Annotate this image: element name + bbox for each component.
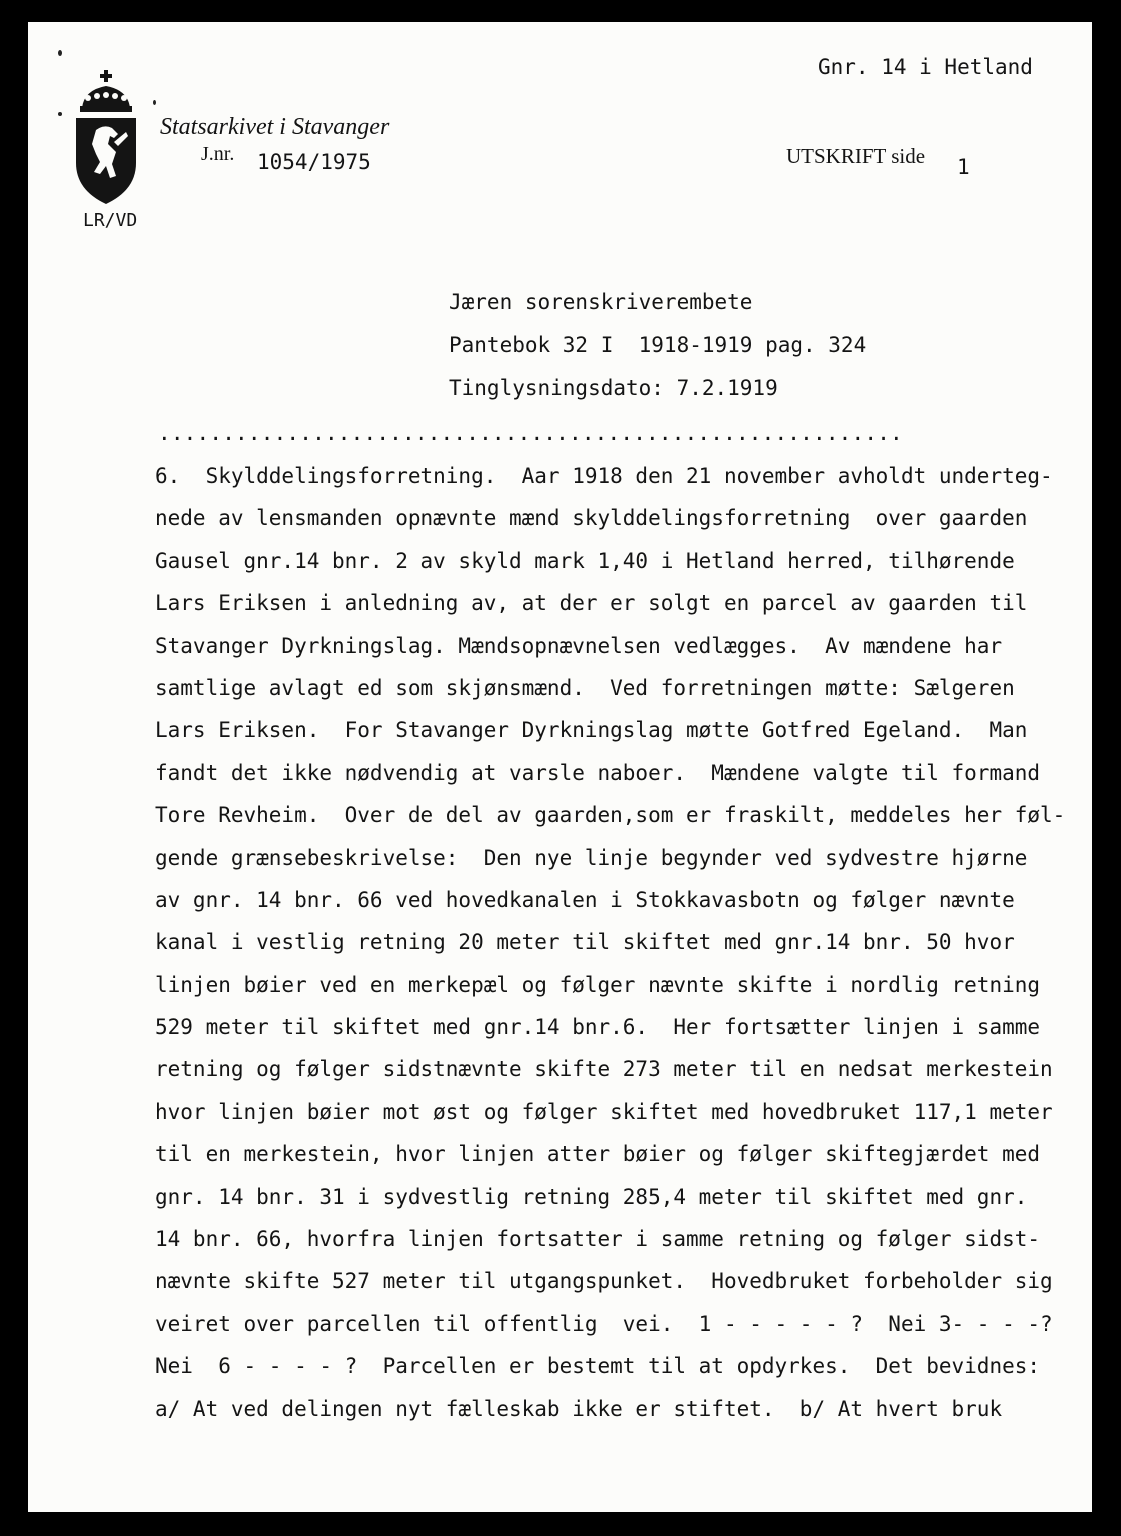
journal-number-value: 1054/1975 <box>257 150 371 174</box>
transcript-body <box>155 455 1075 1430</box>
body-line: 6. Skylddelingsforretning. Aar 1918 den 21 november avholdt underteg- <box>155 464 1053 488</box>
initials: LR/VD <box>83 210 138 231</box>
page-number: 1 <box>957 155 970 179</box>
body-line: Lars Eriksen. For Stavanger Dyrkningslag møtte Gotfred Egeland. Man <box>155 718 1028 743</box>
archive-name: Statsarkivet i Stavanger <box>160 114 390 140</box>
registration-date: Tinglysningsdato: 7.2.1919 <box>449 376 778 400</box>
body-line: Tore Revheim. Over de del av gaarden,som er fraskilt, meddeles her føl- <box>155 803 1066 828</box>
ink-speck <box>58 50 62 56</box>
body-line: retning og følger sidstnævnte skifte 273 meter til en nedsat merkestein <box>155 1057 1053 1082</box>
body-line: nede av lensmanden opnævnte mænd skylddelingsforretning over gaarden <box>155 506 1028 531</box>
document-page <box>28 22 1092 1512</box>
body-line: nævnte skifte 527 meter til utgangspunket. Hovedbruket forbeholder sig <box>155 1269 1053 1294</box>
body-line: 14 bnr. 66, hvorfra linjen fortsatter i samme retning og følger sidst- <box>155 1227 1041 1252</box>
body-line: til en merkestein, hvor linjen atter bøier og følger skiftegjærdet med <box>155 1142 1041 1167</box>
body-line: gnr. 14 bnr. 31 i sydvestlig retning 285,4 meter til skiftet med gnr. <box>155 1184 1028 1209</box>
norwegian-coat-of-arms-icon <box>68 68 144 208</box>
body-line: Lars Eriksen i anledning av, at der er solgt en parcel av gaarden til <box>155 591 1028 616</box>
body-line: kanal i vestlig retning 20 meter til skiftet med gnr.14 bnr. 50 hvor <box>155 930 1015 955</box>
dotted-separator: .......................................................... <box>158 421 903 445</box>
body-line: Nei 6 - - - - ? Parcellen er bestemt til at opdyrkes. Det bevidnes: <box>155 1354 1041 1379</box>
body-line: a/ At ved delingen nyt fælleskab ikke er stiftet. b/ At hvert bruk <box>155 1396 1003 1421</box>
ink-speck <box>153 100 156 105</box>
journal-number-label: J.nr. <box>201 143 235 165</box>
body-line: Stavanger Dyrkningslag. Mændsopnævnelsen vedlægges. Av mændene har <box>155 633 1003 658</box>
body-line: av gnr. 14 bnr. 66 ved hovedkanalen i Stokkavasbotn og følger nævnte <box>155 887 1015 912</box>
body-line: hvor linjen bøier mot øst og følger skiftet med hovedbruket 117,1 meter <box>155 1099 1053 1124</box>
body-line: Gausel gnr.14 bnr. 2 av skyld mark 1,40 i Hetland herred, tilhørende <box>155 548 1015 573</box>
source-book: Pantebok 32 I 1918-1919 pag. 324 <box>449 333 867 357</box>
body-line: fandt det ikke nødvendig at varsle naboer. Mændene valgte til formand <box>155 760 1041 785</box>
body-line: 529 meter til skiftet med gnr.14 bnr.6. Her fortsætter linjen i samme <box>155 1015 1041 1040</box>
source-office: Jæren sorenskriverembete <box>449 290 753 314</box>
body-line: gende grænsebeskrivelse: Den nye linje begynder ved sydvestre hjørne <box>155 845 1028 870</box>
body-line: veiret over parcellen til offentlig vei. 1 - - - - - ? Nei 3- - - -? <box>155 1311 1053 1336</box>
body-line: samtlige avlagt ed som skjønsmænd. Ved forretningen møtte: Sælgeren <box>155 675 1015 700</box>
body-line: linjen bøier ved en merkepæl og følger nævnte skifte i nordlig retning <box>155 972 1041 997</box>
gnr-reference: Gnr. 14 i Hetland <box>818 55 1033 79</box>
ink-speck <box>58 112 62 116</box>
utskrift-side-label: UTSKRIFT side <box>786 144 926 168</box>
